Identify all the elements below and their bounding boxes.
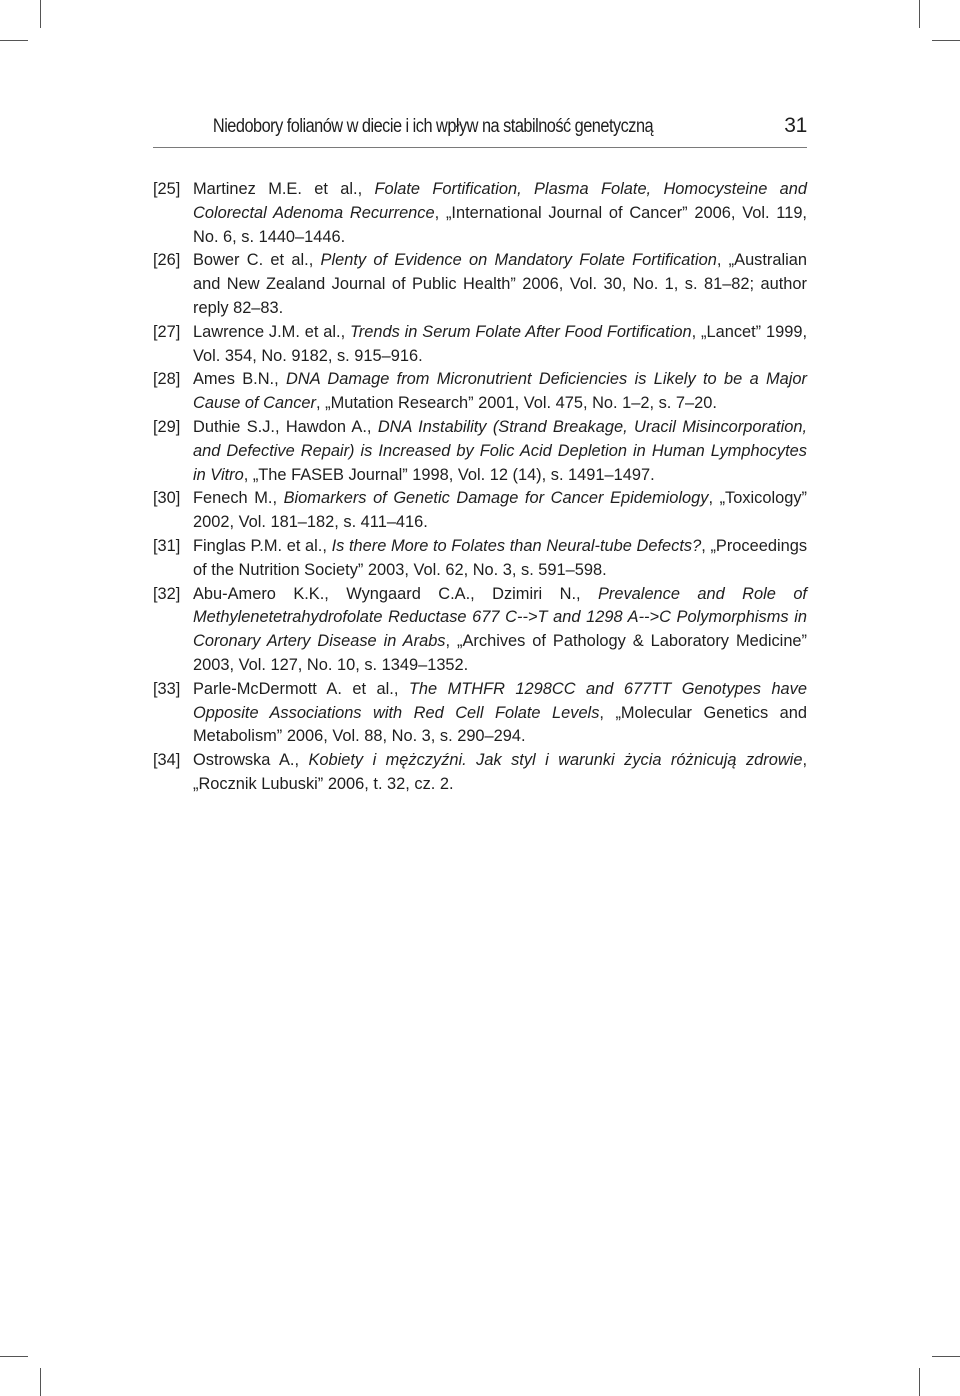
reference-source: „Mutation Research” 2001, Vol. 475, No. 1–2, s. 7–20. <box>325 394 717 413</box>
running-header-title: Niedobory folianów w diecie i ich wpływ na stabilność genetyczną <box>212 116 654 137</box>
reference-authors: Martinez M.E. et al. <box>193 180 358 198</box>
reference-source: „Lancet” 1999, Vol. 354, No. 9182, s. 915–916. <box>193 322 808 365</box>
reference-authors: Parle-McDermott A. et al. <box>193 679 394 698</box>
reference-number: [29] <box>153 417 181 436</box>
reference-authors: Bower C. et al. <box>193 251 309 270</box>
reference-title: Trends in Serum Folate After Food Fortification <box>350 322 692 341</box>
reference-item <box>153 321 807 369</box>
reference-authors: Ames B.N. <box>193 370 275 389</box>
crop-mark-bottom-right-horizontal <box>932 1356 960 1357</box>
reference-body: Finglas P.M. et al., Is there More to Folates than Neural-tube Defects?, „Proceedings of the Nutrition Society” 2003, Vol. 62, No. 3, s. 591–598. <box>193 536 808 579</box>
reference-authors: Finglas P.M. et al. <box>193 536 323 555</box>
reference-number: [32] <box>153 584 181 603</box>
reference-item <box>153 416 807 487</box>
crop-mark-bottom-left-horizontal <box>0 1356 28 1357</box>
reference-authors: Ostrowska A. <box>193 751 295 770</box>
reference-body: Ostrowska A., Kobiety i mężczyźni. Jak styl i warunki życia różnicują zdrowie, „Rocznik Lubuski” 2006, t. 32, cz. 2. <box>193 751 808 793</box>
reference-number: [30] <box>153 489 181 508</box>
reference-number: [26] <box>153 251 181 270</box>
reference-body: Bower C. et al., Plenty of Evidence on Mandatory Folate Fortification, „Australian and New Zealand Journal of Public Health” 2006, Vol. 30, No. 1, s. 81–82; author reply 82–83. <box>193 251 808 317</box>
reference-number: [31] <box>153 536 181 555</box>
reference-body: Abu-Amero K.K., Wyngaard C.A., Dzimiri N., Prevalence and Role of Methylenetetrahydrofolate Reductase 677 C-->T and 1298 A-->C Polymorphisms in Coronary Artery Disease in Arabs, „Archives of Pathology & Laboratory Medicine” 2003, Vol. 127, No. 10, s. 1349–1352. <box>193 584 808 674</box>
reference-item <box>153 487 807 535</box>
reference-number: [25] <box>153 180 181 198</box>
crop-mark-top-right-horizontal <box>932 40 960 41</box>
reference-item <box>153 178 807 249</box>
reference-source: „Proceedings of the Nutrition Society” 2003, Vol. 62, No. 3, s. 591–598. <box>193 536 808 579</box>
reference-list <box>153 178 807 797</box>
reference-title: Folate Fortification, Plasma Folate, Homocysteine and Colorectal Adenoma Recurrence <box>193 180 808 222</box>
reference-number: [28] <box>153 370 181 389</box>
crop-mark-bottom-left <box>40 1368 41 1396</box>
reference-title: Kobiety i mężczyźni. Jak styl i warunki życia różnicują zdrowie <box>308 751 803 770</box>
running-header <box>153 114 807 144</box>
reference-source: „International Journal of Cancer” 2006, Vol. 119, No. 6, s. 1440–1446. <box>193 203 807 246</box>
reference-body: Ames B.N., DNA Damage from Micronutrient Deficiencies is Likely to be a Major Cause of Cancer, „Mutation Research” 2001, Vol. 475, No. 1–2, s. 7–20. <box>193 370 808 413</box>
reference-authors: Duthie S.J., Hawdon A. <box>193 417 367 436</box>
reference-item <box>153 368 807 416</box>
crop-mark-top-left-horizontal <box>0 40 28 41</box>
crop-mark-bottom-right <box>919 1368 920 1396</box>
reference-body: Duthie S.J., Hawdon A., DNA Instability (Strand Breakage, Uracil Misincorporation, and Defective Repair) is Increased by Folic Acid Depletion in Human Lymphocytes in Vitro, „The FASEB Journal” 1998, Vol. 12 (14), s. 1491–1497. <box>193 417 808 484</box>
reference-number: [33] <box>153 679 181 698</box>
reference-title: Prevalence and Role of Methylenetetrahydrofolate Reductase 677 C-->T and 1298 A-->C Polymorphisms in Coronary Artery Disease in Arabs <box>193 584 807 651</box>
crop-mark-top-right <box>919 0 920 28</box>
page-number: 31 <box>784 114 807 137</box>
header-rule <box>153 147 807 148</box>
reference-item <box>153 678 807 749</box>
reference-title: DNA Instability (Strand Breakage, Uracil Misincorporation, and Defective Repair) is Increased by Folic Acid Depletion in Human Lymphocytes in Vitro <box>193 417 808 484</box>
crop-mark-top-left <box>40 0 41 28</box>
reference-authors: Fenech M. <box>193 489 273 508</box>
reference-source: „Archives of Pathology & Laboratory Medicine” 2003, Vol. 127, No. 10, s. 1349–1352. <box>193 632 808 674</box>
reference-title: Biomarkers of Genetic Damage for Cancer Epidemiology <box>283 489 709 508</box>
reference-item <box>153 249 807 320</box>
reference-source: „Toxicology” 2002, Vol. 181–182, s. 411–416. <box>193 489 808 532</box>
reference-authors: Abu-Amero K.K., Wyngaard C.A., Dzimiri N. <box>193 584 576 603</box>
reference-source: „Australian and New Zealand Journal of Public Health” 2006, Vol. 30, No. 1, s. 81–82; author reply 82–83. <box>193 251 808 317</box>
reference-body: Lawrence J.M. et al., Trends in Serum Folate After Food Fortification, „Lancet” 1999, Vol. 354, No. 9182, s. 915–916. <box>193 322 808 365</box>
reference-authors: Lawrence J.M. et al. <box>193 322 341 341</box>
reference-item <box>153 535 807 583</box>
reference-body: Parle-McDermott A. et al., The MTHFR 1298CC and 677TT Genotypes have Opposite Associations with Red Cell Folate Levels, „Molecular Genetics and Metabolism” 2006, Vol. 88, No. 3, s. 290–294. <box>193 679 808 746</box>
reference-item <box>153 749 807 797</box>
reference-title: DNA Damage from Micronutrient Deficiencies is Likely to be a Major Cause of Cancer <box>193 370 808 413</box>
reference-title: Is there More to Folates than Neural-tube Defects? <box>331 536 702 555</box>
reference-body: Fenech M., Biomarkers of Genetic Damage for Cancer Epidemiology, „Toxicology” 2002, Vol. 181–182, s. 411–416. <box>193 489 808 532</box>
reference-title: The MTHFR 1298CC and 677TT Genotypes have Opposite Associations with Red Cell Folate Levels <box>193 679 807 722</box>
reference-source: „The FASEB Journal” 1998, Vol. 12 (14), s. 1491–1497. <box>252 465 655 484</box>
reference-title: Plenty of Evidence on Mandatory Folate Fortification <box>320 251 717 270</box>
reference-item <box>153 583 807 678</box>
reference-source: „Molecular Genetics and Metabolism” 2006, Vol. 88, No. 3, s. 290–294. <box>193 703 808 746</box>
reference-number: [34] <box>153 751 181 770</box>
reference-body: Martinez M.E. et al., Folate Fortification, Plasma Folate, Homocysteine and Colorectal Adenoma Recurrence, „International Journal of Cancer” 2006, Vol. 119, No. 6, s. 1440–1446. <box>193 180 808 246</box>
reference-source: „Rocznik Lubuski” 2006, t. 32, cz. 2. <box>193 774 454 793</box>
reference-number: [27] <box>153 322 181 341</box>
